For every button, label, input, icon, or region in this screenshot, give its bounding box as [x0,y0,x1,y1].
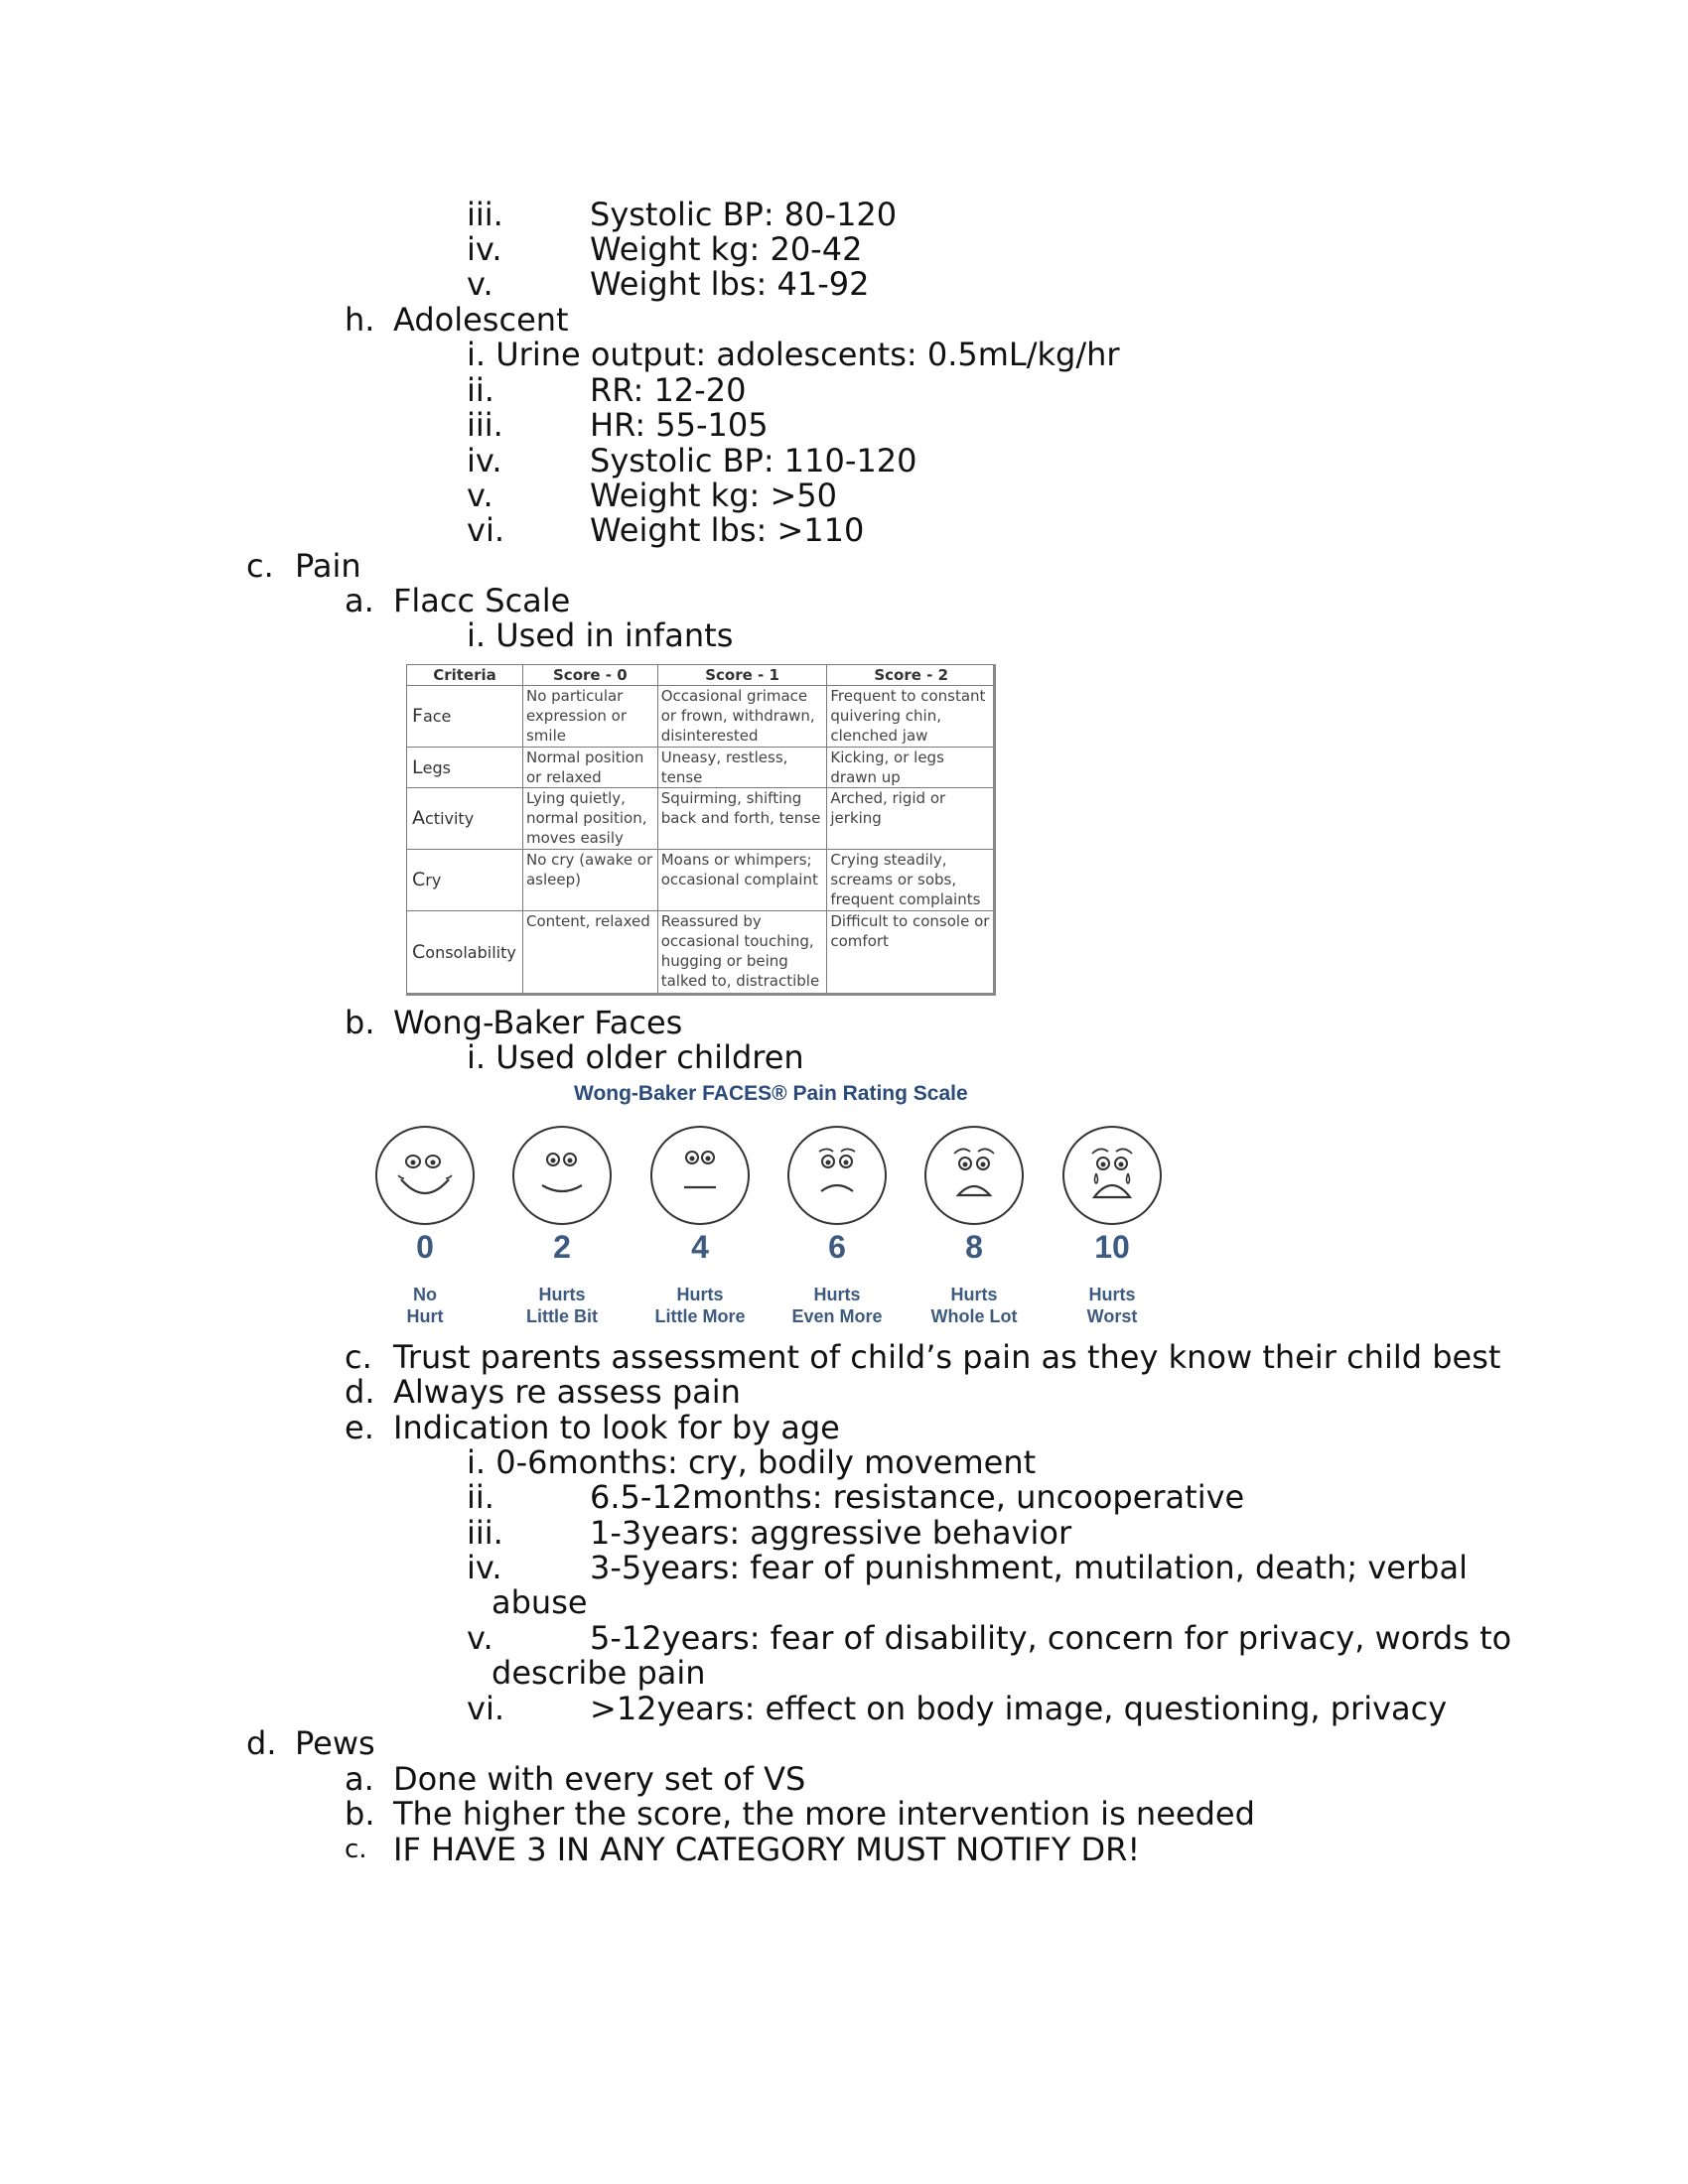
list-item: Trust parents assessment of child’s pain as they know their child best [393,1338,1501,1376]
list-marker: c. [345,1338,372,1376]
flacc-cell: Frequent to constant quivering chin, clenched jaw [827,686,996,748]
flacc-criteria: Activity [407,788,523,850]
list-item-continuation: describe pain [492,1654,706,1692]
list-marker: iv. [467,442,502,479]
flacc-cell: Moans or whimpers; occasional complaint [657,850,827,911]
list-marker: vi. [467,1690,504,1727]
list-item: Weight kg: >50 [590,477,837,514]
flacc-criteria: Face [407,686,523,748]
flacc-cell: Occasional grimace or frown, withdrawn, disinterested [657,686,827,748]
list-item: Weight lbs: >110 [590,511,865,549]
list-marker: b. [345,1795,375,1833]
list-item: Done with every set of VS [393,1760,806,1798]
flacc-cell: No particular expression or smile [522,686,657,748]
list-marker: iv. [467,1549,502,1586]
list-marker: iii. [467,196,503,233]
list-item: HR: 55-105 [590,406,769,444]
flacc-criteria: Consolability [407,911,523,994]
face-6-icon [785,1124,889,1227]
face-score: 10 [1094,1229,1130,1265]
list-item: i. Used older children [467,1038,804,1076]
list-item: The higher the score, the more intervention is needed [393,1795,1255,1833]
subheading-flacc: Flacc Scale [393,582,571,619]
flacc-cell: Arched, rigid or jerking [827,788,996,850]
face-score: 6 [828,1229,846,1265]
face-2-icon [510,1124,614,1227]
list-marker: v. [467,265,493,303]
list-marker: v. [467,477,493,514]
face-label: No Hurt [406,1285,444,1326]
list-item: Always re assess pain [393,1373,741,1411]
list-marker: e. [345,1409,374,1446]
list-marker: iv. [467,230,502,268]
flacc-header-score2: Score - 2 [827,665,996,686]
flacc-cell: Content, relaxed [522,911,657,994]
list-marker: v. [467,1619,493,1657]
list-item: RR: 12-20 [590,371,747,409]
flacc-table [406,664,996,994]
list-marker: d. [246,1724,277,1762]
list-marker: a. [345,1760,374,1798]
flacc-cell: Reassured by occasional touching, hugging or being talked to, distractible [657,911,827,994]
list-item: >12years: effect on body image, questioning, privacy [590,1690,1448,1727]
face-score: 4 [691,1229,709,1265]
flacc-cell: No cry (awake or asleep) [522,850,657,911]
list-item: i. Urine output: adolescents: 0.5mL/kg/hr [467,336,1120,373]
face-8-icon [922,1124,1026,1227]
list-marker: ii. [467,371,494,409]
flacc-criteria: Cry [407,850,523,911]
list-marker: iii. [467,1514,503,1552]
list-marker: vi. [467,511,504,549]
flacc-header-score1: Score - 1 [657,665,827,686]
list-item: 6.5-12months: resistance, uncooperative [590,1478,1245,1516]
flacc-cell: Kicking, or legs drawn up [827,748,996,788]
section-heading-pews: Pews [295,1724,375,1762]
list-marker: c. [345,1835,367,1864]
face-4-icon [648,1124,752,1227]
face-score: 2 [553,1229,571,1265]
list-marker: h. [345,301,375,339]
face-score: 0 [416,1229,434,1265]
flacc-cell: Squirming, shifting back and forth, tense [657,788,827,850]
list-marker: iii. [467,406,503,444]
flacc-cell: Difficult to console or comfort [827,911,996,994]
section-heading-pain: Pain [295,547,361,585]
list-marker: ii. [467,1478,494,1516]
list-marker: a. [345,582,374,619]
list-item: Weight kg: 20-42 [590,230,863,268]
list-item: Systolic BP: 110-120 [590,442,917,479]
table-row [407,850,996,911]
table-row [407,686,996,748]
table-row [407,748,996,788]
flacc-cell: Uneasy, restless, tense [657,748,827,788]
list-item: i. 0-6months: cry, bodily movement [467,1443,1037,1481]
list-item-warning: IF HAVE 3 IN ANY CATEGORY MUST NOTIFY DR! [393,1831,1141,1868]
flacc-header-score0: Score - 0 [522,665,657,686]
face-label: Hurts Even More [791,1285,883,1326]
list-item: 1-3years: aggressive behavior [590,1514,1072,1552]
face-10-icon [1060,1124,1164,1227]
list-item: Systolic BP: 80-120 [590,196,898,233]
list-item: i. Used in infants [467,616,734,654]
face-label: Hurts Little More [654,1285,746,1326]
face-score: 8 [965,1229,983,1265]
list-item: 5-12years: fear of disability, concern for privacy, words to [590,1619,1512,1657]
list-item: Weight lbs: 41-92 [590,265,870,303]
list-marker: c. [246,547,274,585]
flacc-header-criteria: Criteria [407,665,523,686]
list-item: 3-5years: fear of punishment, mutilation, death; verbal [590,1549,1468,1586]
table-row [407,911,996,994]
list-item-continuation: abuse [492,1583,588,1621]
wong-baker-title: Wong-Baker FACES® Pain Rating Scale [574,1082,968,1105]
flacc-cell: Normal position or relaxed [522,748,657,788]
list-item: Indication to look for by age [393,1409,840,1446]
face-label: Hurts Worst [1086,1285,1138,1326]
flacc-cell: Crying steadily, screams or sobs, frequent complaints [827,850,996,911]
face-label: Hurts Whole Lot [930,1285,1018,1326]
face-label: Hurts Little Bit [526,1285,598,1326]
list-marker: d. [345,1373,375,1411]
face-0-icon [373,1124,477,1227]
table-row [407,788,996,850]
section-heading-adolescent: Adolescent [393,301,569,339]
subheading-wong-baker: Wong-Baker Faces [393,1004,683,1041]
flacc-criteria: Legs [407,748,523,788]
list-marker: b. [345,1004,375,1041]
flacc-cell: Lying quietly, normal position, moves easily [522,788,657,850]
